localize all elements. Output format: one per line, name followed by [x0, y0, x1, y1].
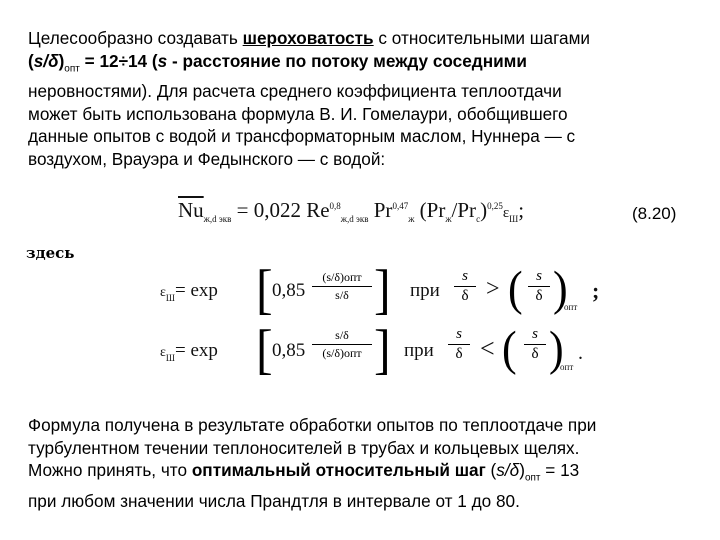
text: с относительными шагами	[373, 28, 590, 48]
ratio-symbol: s/δ	[496, 460, 520, 480]
denominator: δ	[531, 346, 539, 362]
operator: <	[480, 334, 495, 363]
text: ;	[592, 278, 600, 303]
subscript: Ш	[165, 352, 175, 363]
denominator: δ	[535, 288, 543, 304]
here-label: здесь	[26, 244, 75, 262]
numerator: s	[462, 268, 468, 284]
subscript: c	[476, 214, 481, 225]
epsilon-symbol: ε	[502, 205, 510, 221]
intro-line-6: воздухом, Врауэра и Федынского — с водой:	[28, 148, 386, 169]
text: Можно принять, что	[28, 460, 192, 480]
left-paren: (	[502, 321, 517, 376]
subscript-opt: опт	[524, 472, 541, 484]
right-paren: )	[549, 321, 564, 376]
subscript-opt: опт	[564, 302, 578, 312]
numerator: s/δ	[335, 328, 349, 342]
right-bracket: ]	[374, 318, 391, 380]
formula-3-lhs	[160, 340, 218, 363]
conclusion-line-2: турбулентном течении теплоносителей в трубах и кольцевых щелях.	[28, 437, 580, 458]
equation-number: (8.20)	[632, 204, 677, 223]
intro-line-5: данные опытов с водой и трансформаторным маслом, Нуннера — с	[28, 126, 576, 147]
fraction-bar	[448, 344, 470, 345]
text: )	[58, 50, 65, 71]
subscript: ж	[445, 214, 452, 225]
text: Целесообразно создавать	[28, 28, 243, 48]
subscript: Ш	[509, 214, 519, 225]
denominator: (s/δ)опт	[322, 346, 362, 360]
subscript-opt: опт	[560, 362, 574, 372]
subscript: ж,d экв	[340, 214, 369, 225]
exponent: 0,8	[329, 201, 341, 211]
fraction-bar	[528, 286, 550, 287]
fraction-s-delta	[454, 268, 476, 305]
text: ;	[518, 198, 525, 222]
text: )	[519, 460, 525, 480]
exponent: 0,47	[392, 201, 409, 211]
fraction-bar	[524, 344, 546, 345]
fraction-s-delta-opt	[524, 326, 546, 363]
symbol-s: s	[157, 50, 168, 71]
left-bracket: [	[256, 318, 273, 380]
when-text: при	[410, 280, 440, 301]
when-text: при	[404, 340, 434, 361]
exp-text: = exp	[174, 340, 218, 361]
text: .	[578, 342, 583, 364]
text: (	[28, 50, 34, 71]
coefficient: 0,85	[272, 280, 306, 301]
right-paren: )	[553, 261, 568, 316]
intro-line-4: может быть использована формула В. И. Гомелаури, обобщившего	[28, 103, 568, 124]
subscript: ж,d экв	[203, 214, 232, 225]
equals-coefficient: = 0,022	[236, 198, 301, 222]
text: - расстояние по потоку между соседними	[167, 50, 527, 71]
intro-paragraph	[28, 27, 708, 170]
text: (Pr	[419, 198, 446, 222]
text: )	[480, 198, 488, 222]
subscript: ж	[408, 214, 415, 225]
epsilon-symbol: ε	[160, 345, 166, 360]
fraction-bar	[312, 344, 372, 345]
conclusion-line-1: Формула получена в результате обработки опытов по теплоотдаче при	[28, 415, 597, 435]
numerator: s	[536, 268, 542, 284]
denominator: δ	[461, 288, 469, 304]
formula-2-lhs	[160, 280, 218, 303]
formula-main	[178, 198, 524, 224]
reynolds-symbol: Re	[306, 198, 330, 222]
ratio-symbol: s/δ	[33, 50, 59, 71]
subscript-opt: опт	[64, 62, 80, 74]
numerator: s	[456, 326, 462, 342]
prandtl-symbol: Pr	[373, 198, 393, 222]
text: = 12÷14 (	[79, 50, 158, 71]
exponent: 0,25	[487, 201, 503, 211]
numerator: (s/δ)опт	[322, 270, 362, 284]
fraction	[312, 328, 372, 361]
nusselt-symbol: $\overline{Nu}$	[178, 198, 204, 222]
denominator: δ	[455, 346, 463, 362]
conclusion-paragraph	[28, 414, 708, 512]
operator: >	[486, 276, 500, 302]
intro-line-3: неровностями). Для расчета среднего коэффициента теплоотдачи	[28, 81, 562, 102]
fraction-s-delta-opt	[528, 268, 550, 305]
epsilon-symbol: ε	[160, 285, 166, 300]
right-bracket: ]	[374, 258, 391, 320]
text: = 13	[540, 460, 580, 480]
fraction-bar	[312, 286, 372, 287]
conclusion-line-3	[28, 459, 708, 490]
left-bracket: [	[256, 258, 273, 320]
fraction	[312, 270, 372, 303]
coefficient: 0,85	[272, 340, 306, 361]
conclusion-line-4: при любом значении числа Прандтля в интервале от 1 до 80.	[28, 490, 520, 511]
fraction-bar	[454, 286, 476, 287]
text: /Pr	[451, 198, 477, 222]
subscript: Ш	[165, 292, 175, 303]
exp-text: = exp	[174, 280, 218, 301]
term-roughness: шероховатость	[242, 28, 374, 48]
term-optimal-step: оптимальный относительный шаг	[191, 460, 486, 480]
text: (	[485, 460, 497, 480]
fraction-s-delta	[448, 326, 470, 363]
intro-line-2	[28, 50, 708, 81]
intro-line-1	[28, 27, 708, 50]
left-paren: (	[508, 261, 523, 316]
numerator: s	[532, 326, 538, 342]
denominator: s/δ	[335, 288, 349, 302]
